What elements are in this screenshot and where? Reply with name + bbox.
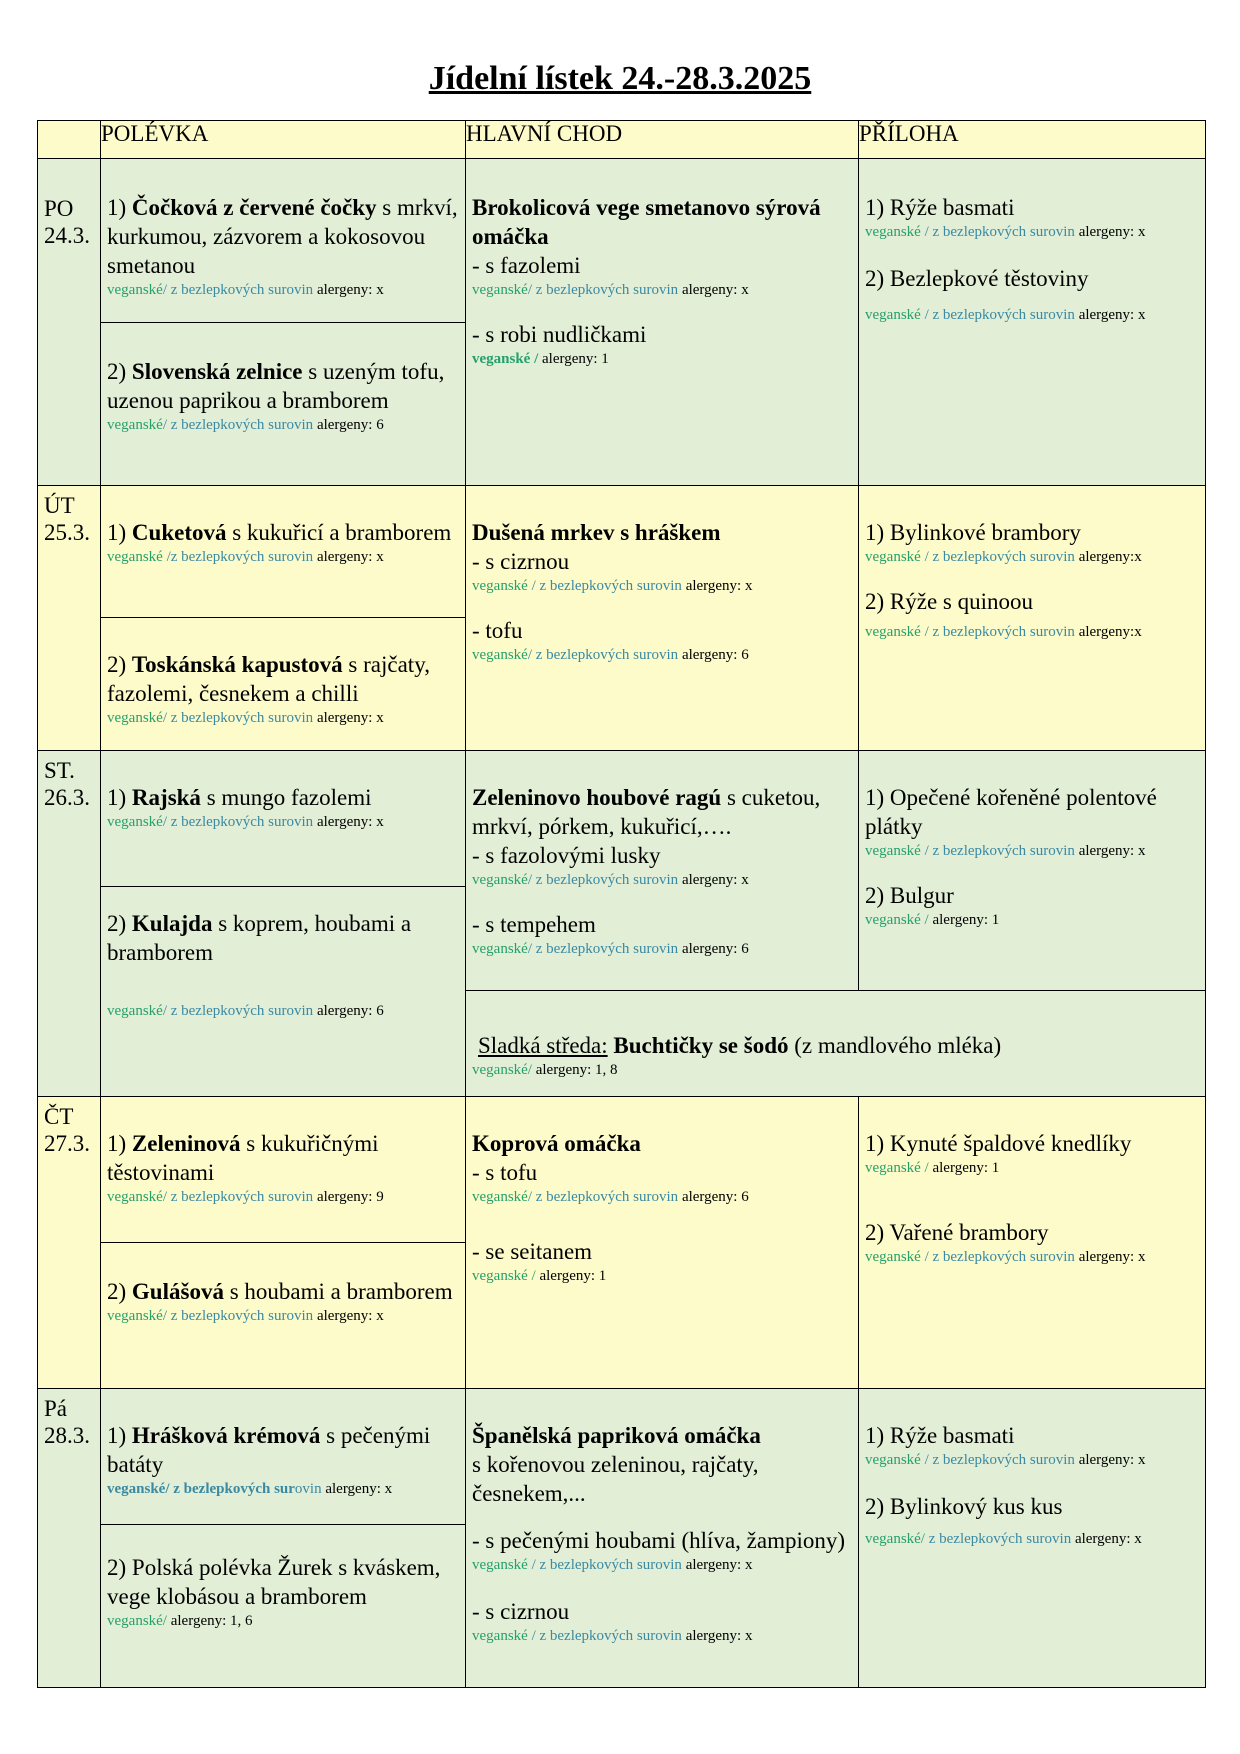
day-date: 27.3.: [44, 1131, 90, 1156]
soup-item: 2) Toskánská kapustová s rajčaty, fazolemi, česnekem a chilli veganské/ z bezlepkových surovin alergeny: x: [101, 617, 465, 749]
soup-item: 2) Slovenská zelnice s uzeným tofu, uzenou paprikou a bramborem veganské/ z bezlepkových surovin alergeny: 6: [101, 322, 465, 485]
side-item: 1) Rýže basmati: [865, 195, 1015, 220]
main-dish-description: s kořenovou zeleninou, rajčaty, česnekem,...: [472, 1452, 759, 1506]
soup-item: 2) Kulajda s koprem, houbami a bramborem veganské/ z bezlepkových surovin alergeny: 6: [101, 886, 465, 1096]
soup-item: 1) Rajská s mungo fazolemi veganské/ z bezlepkových surovin alergeny: x: [107, 785, 384, 830]
side-item: 2) Bylinkový kus kus: [865, 1494, 1063, 1519]
main-option: - s cizrnou: [472, 1599, 570, 1624]
header-main: HLAVNÍ CHOD: [466, 121, 859, 159]
day-row-thursday: [38, 1097, 1206, 1389]
sweet-dish: Sladká středa: Buchtičky se šodó (z mandlového mléka): [478, 1033, 1002, 1058]
day-date: 28.3.: [44, 1423, 90, 1448]
day-label: PO: [44, 196, 74, 221]
soup-cell: [101, 159, 466, 486]
soup-cell: [101, 1389, 466, 1688]
soup-item: 2) Polská polévka Žurek s kváskem, vege klobásou a bramborem veganské/ alergeny: 1, 6: [101, 1524, 465, 1686]
soup-cell: [101, 486, 466, 751]
day-label: ÚT: [44, 493, 75, 518]
main-option: - se seitanem: [472, 1239, 593, 1264]
side-cell: 1) Rýže basmati veganské / z bezlepkových surovin alergeny: x 2) Bezlepkové těstoviny veganské / z bezlepkových surovin alergeny: x: [859, 159, 1206, 486]
soup-cell: [101, 1097, 466, 1389]
main-cell: Zeleninovo houbové ragú s cuketou, mrkví, pórkem, kukuřicí,…. - s fazolovými lusky veganské/ z bezlepkových surovin alergeny: x - s tempehem veganské/ z bezlepkových surovin alergeny: 6: [466, 751, 859, 991]
soup-item: 1) Zeleninová s kukuřičnými těstovinami veganské/ z bezlepkových surovin alergeny: 9: [107, 1131, 384, 1205]
main-option: - s tofu: [472, 1160, 538, 1185]
main-option: - s fazolovými lusky: [472, 843, 661, 868]
header-soup: POLÉVKA: [101, 121, 466, 159]
header-side: PŘÍLOHA: [859, 121, 1206, 159]
page-title: Jídelní lístek 24.-28.3.2025: [428, 60, 812, 97]
soup-item: 1) Hrášková krémová s pečenými batáty veganské/ z bezlepkových surovin alergeny: x: [107, 1423, 431, 1497]
day-cell: [38, 159, 101, 486]
main-option: - tofu: [472, 618, 523, 643]
main-option: - s fazolemi: [472, 253, 581, 278]
side-item: 1) Kynuté špaldové knedlíky: [865, 1131, 1132, 1156]
soup-item: 2) Gulášová s houbami a bramborem veganské/ z bezlepkových surovin alergeny: x: [101, 1242, 465, 1387]
main-option: - s cizrnou: [472, 549, 570, 574]
side-item: 1) Opečené kořeněné polentové plátky: [865, 785, 1157, 839]
main-cell: Dušená mrkev s hráškem - s cizrnou veganské / z bezlepkových surovin alergeny: x - tofu veganské/ z bezlepkových surovin alergeny: 6: [466, 486, 859, 751]
side-cell: 1) Rýže basmati veganské / z bezlepkových surovin alergeny: x 2) Bylinkový kus kus veganské/ z bezlepkových surovin alergeny: x: [859, 1389, 1206, 1688]
side-item: 2) Bulgur: [865, 883, 954, 908]
day-cell: [38, 1389, 101, 1688]
main-cell: Brokolicová vege smetanovo sýrová omáčka - s fazolemi veganské/ z bezlepkových surovin alergeny: x - s robi nudličkami veganské / alergeny: 1: [466, 159, 859, 486]
day-label: ST.: [44, 758, 75, 783]
main-cell: Koprová omáčka - s tofu veganské/ z bezlepkových surovin alergeny: 6 - se seitanem veganské / alergeny: 1: [466, 1097, 859, 1389]
soup-item: 1) Cuketová s kukuřicí a bramborem veganské /z bezlepkových surovin alergeny: x: [107, 520, 452, 565]
side-item: 2) Bezlepkové těstoviny: [865, 266, 1089, 291]
main-option: - s robi nudličkami: [472, 322, 647, 347]
main-dish: Koprová omáčka: [472, 1131, 641, 1156]
side-item: 2) Rýže s quinoou: [865, 589, 1034, 614]
day-row-monday: [38, 159, 1206, 486]
side-item: 1) Rýže basmati: [865, 1423, 1015, 1448]
side-item: 2) Vařené brambory: [865, 1220, 1049, 1245]
main-dish: Španělská papriková omáčka: [472, 1423, 761, 1448]
header-row: [38, 121, 1206, 159]
day-label: ČT: [44, 1104, 74, 1129]
day-date: 26.3.: [44, 785, 90, 810]
main-option: - s tempehem: [472, 912, 596, 937]
main-dish: Brokolicová vege smetanovo sýrová omáčka: [472, 195, 821, 249]
side-cell: 1) Opečené kořeněné polentové plátky veganské / z bezlepkových surovin alergeny: x 2) Bulgur veganské / alergeny: 1: [859, 751, 1206, 991]
day-cell: [38, 751, 101, 1097]
day-date: 24.3.: [44, 223, 90, 248]
main-option: - s pečenými houbami (hlíva, žampiony): [472, 1528, 846, 1553]
side-item: 1) Bylinkové brambory: [865, 520, 1081, 545]
soup-item: 1) Čočková z červené čočky s mrkví, kurkumou, zázvorem a kokosovou smetanou veganské/ z bezlepkových surovin alergeny: x: [107, 195, 458, 298]
day-row-wednesday: [38, 751, 1206, 991]
soup-cell: [101, 751, 466, 1097]
side-cell: 1) Kynuté špaldové knedlíky veganské / alergeny: 1 2) Vařené brambory veganské / z bezlepkových surovin alergeny: x: [859, 1097, 1206, 1389]
day-cell: [38, 486, 101, 751]
side-cell: 1) Bylinkové brambory veganské / z bezlepkových surovin alergeny:x 2) Rýže s quinoou veganské / z bezlepkových surovin alergeny:x: [859, 486, 1206, 751]
header-day: [38, 121, 101, 159]
day-cell: [38, 1097, 101, 1389]
day-label: Pá: [44, 1396, 67, 1421]
day-date: 25.3.: [44, 520, 90, 545]
main-dish: Zeleninovo houbové ragú s cuketou, mrkví, pórkem, kukuřicí,….: [472, 785, 821, 839]
day-row-tuesday: [38, 486, 1206, 751]
sweet-wednesday-cell: Sladká středa: Buchtičky se šodó (z mandlového mléka) veganské/ alergeny: 1, 8: [466, 991, 1206, 1097]
main-cell: Španělská papriková omáčka s kořenovou zeleninou, rajčaty, česnekem,... - s pečenými houbami (hlíva, žampiony) veganské / z bezlepkových surovin alergeny: x - s cizrnou veganské / z bezlepkových surovin alergeny: x: [466, 1389, 859, 1688]
main-dish: Dušená mrkev s hráškem: [472, 520, 721, 545]
day-row-friday: [38, 1389, 1206, 1688]
menu-table: [37, 120, 1206, 1688]
